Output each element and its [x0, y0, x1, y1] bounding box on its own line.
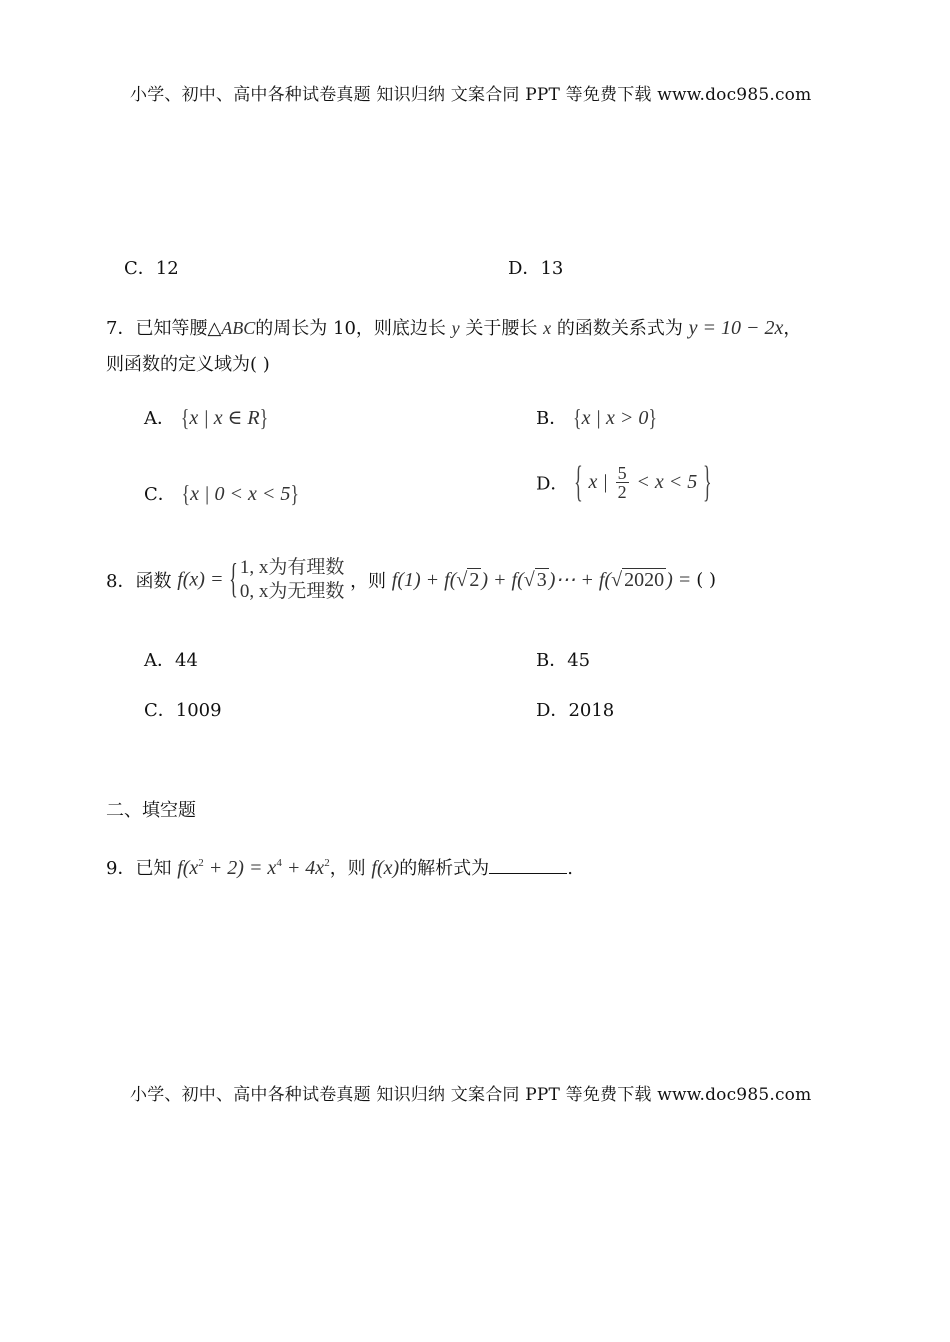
q7-text: 的周长为 10，则底边长: [255, 318, 446, 339]
set-var: x |: [588, 471, 608, 493]
exponent: 2: [324, 857, 330, 869]
case-brace-icon: {: [229, 555, 238, 602]
left-brace-icon: {: [180, 404, 190, 432]
option-label: C．: [144, 484, 176, 505]
option-value: 13: [540, 258, 564, 279]
option-label: C．: [144, 700, 176, 721]
page-footer: 小学、初中、高中各种试卷真题 知识归纳 文案合同 PPT 等免费下载 www.doc985.com: [130, 1085, 812, 1105]
left-brace-icon: {: [181, 480, 191, 508]
function-name: f(x) =: [177, 568, 224, 591]
q9-period: .: [567, 858, 573, 879]
set-expression: x | x ∈ R: [189, 407, 260, 429]
left-brace-icon: {: [574, 457, 583, 506]
set-expression: x | 0 < x < 5: [190, 483, 291, 505]
piecewise-cases: [240, 556, 345, 604]
q8-stem: [106, 556, 716, 604]
var-y: y: [451, 318, 460, 338]
q7-option-b: [536, 404, 657, 430]
option-label: D．: [536, 473, 569, 495]
sum-part: ) + f(: [481, 569, 524, 592]
question-number: 8．: [106, 570, 136, 592]
option-value: 45: [567, 650, 591, 671]
case-irrational: 0, x为无理数: [239, 580, 345, 602]
radicand: 2: [469, 569, 480, 592]
q7-option-a: [144, 404, 268, 430]
radicand: 3: [536, 569, 547, 592]
q9-text: 已知: [135, 858, 172, 879]
sqrt-icon: √: [611, 569, 623, 592]
q8-text: 函数: [135, 570, 172, 592]
answer-blank[interactable]: [489, 857, 567, 874]
eq-part: + 4x: [281, 857, 325, 879]
eq-part: f(x: [177, 857, 199, 879]
option-label: B．: [536, 408, 568, 429]
fraction: [616, 464, 629, 501]
q7-option-c: [144, 480, 299, 506]
right-brace-icon: }: [290, 480, 300, 508]
q7-text: 的函数关系式为: [556, 318, 683, 339]
q8-text: ，则: [350, 570, 387, 592]
fraction-numerator: 5: [617, 463, 627, 483]
q7-stem-line2: 则函数的定义域为( ): [106, 354, 270, 375]
option-value: 1009: [175, 700, 222, 721]
sum-part: f(1) + f(: [391, 569, 457, 592]
set-expression: x | x > 0: [581, 407, 649, 429]
sqrt-icon: √: [456, 569, 468, 592]
option-label: A．: [144, 650, 175, 671]
answer-paren: ( ): [696, 569, 717, 591]
eq-part: + 2) = x: [203, 857, 277, 879]
option-label: A．: [144, 408, 175, 429]
q8-option-b: [536, 646, 590, 672]
option-value: 12: [155, 258, 179, 279]
q9-text: ，则: [329, 858, 366, 879]
option-label: C．: [124, 258, 156, 279]
q7-text: 关于腰长: [465, 318, 538, 339]
q8-option-c: [144, 696, 222, 722]
option-label: D．: [508, 258, 541, 279]
q6-option-c: [124, 254, 179, 280]
question-number: 9．: [106, 858, 136, 879]
option-label: B．: [536, 650, 568, 671]
exponent: 2: [198, 857, 204, 869]
q7-text: 已知等腰△: [135, 318, 222, 339]
left-brace-icon: {: [572, 404, 582, 432]
q7-comma: ，: [783, 318, 802, 339]
q8-option-d: [536, 696, 614, 722]
radicand: 2020: [624, 569, 665, 592]
triangle-name: ABC: [221, 318, 256, 338]
page-header: 小学、初中、高中各种试卷真题 知识归纳 文案合同 PPT 等免费下载 www.doc985.com: [130, 85, 812, 105]
function-name: f(x): [371, 857, 400, 879]
q9-stem: [106, 854, 573, 880]
question-number: 7．: [106, 318, 136, 339]
q8-option-a: [144, 646, 198, 672]
sqrt-icon: √: [523, 569, 535, 592]
q6-option-d: [508, 254, 563, 280]
sum-expression: [392, 569, 696, 591]
fraction-denominator: 2: [617, 482, 627, 502]
q9-text: 的解析式为: [399, 858, 490, 879]
option-label: D．: [536, 700, 569, 721]
q7-stem-line1: [106, 314, 801, 340]
right-brace-icon: }: [703, 457, 712, 506]
q7-option-d: [536, 457, 712, 506]
q7-formula: y = 10 − 2x: [688, 317, 784, 339]
case-rational: 1, x为有理数: [239, 557, 345, 578]
section-title: 二、填空题: [106, 800, 196, 821]
sum-part: )⋯ + f(: [548, 569, 612, 592]
var-x: x: [543, 318, 552, 338]
option-value: 44: [175, 650, 198, 671]
exponent: 4: [276, 857, 282, 869]
set-condition: < x < 5: [636, 471, 698, 493]
right-brace-icon: }: [259, 404, 269, 432]
option-value: 2018: [568, 700, 615, 721]
right-brace-icon: }: [648, 404, 657, 432]
q9-equation: [177, 857, 330, 879]
sum-part: ) =: [666, 569, 692, 592]
